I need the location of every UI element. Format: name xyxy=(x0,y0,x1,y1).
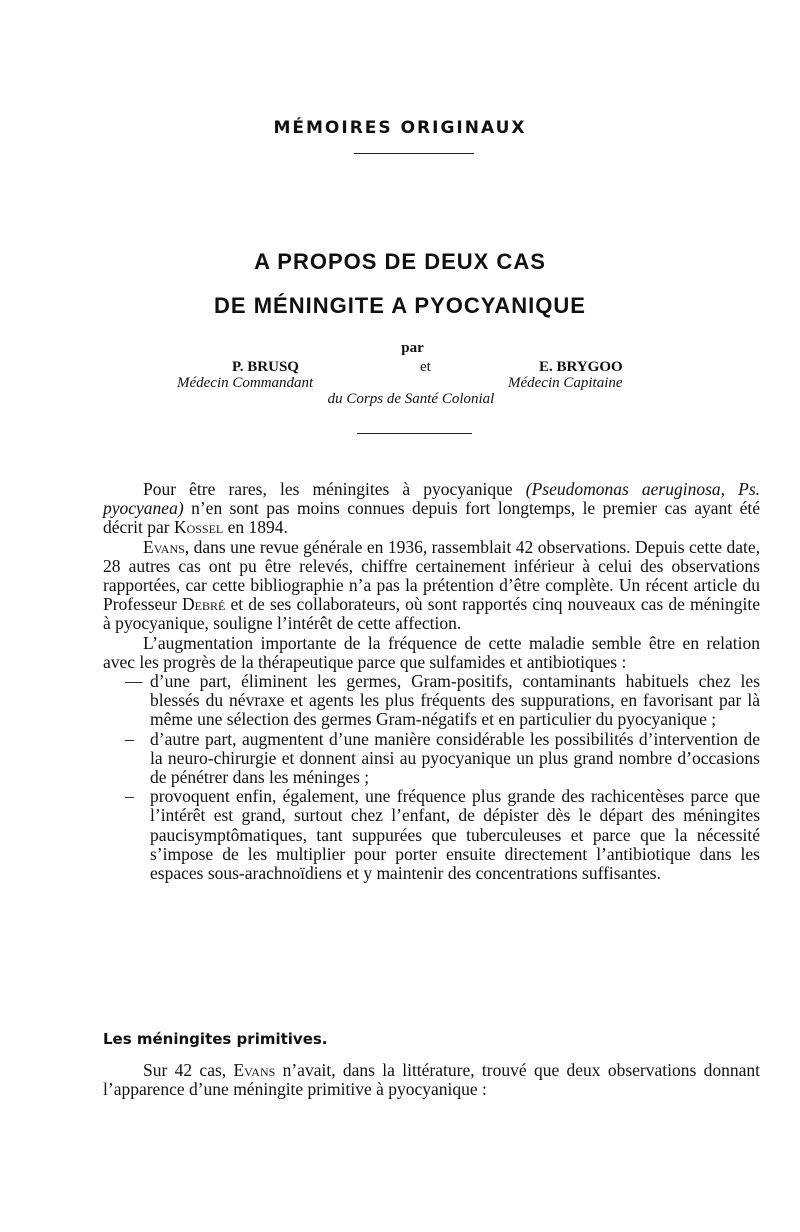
list-item xyxy=(103,787,760,883)
body-text-continued xyxy=(103,1061,760,1099)
author-debre: Debré xyxy=(182,594,226,615)
paragraph-2 xyxy=(103,538,760,634)
list-item-text: d’autre part, augmentent d’une manière considérable les possibilités d’intervention de la neuro-chirurgie et donnent ainsi au pyocyanique un plus grand nombre d’occasions de pénétrer dans les méninges ; xyxy=(150,728,760,788)
byline-divider xyxy=(357,433,472,434)
p1-text-b: n’en sont pas moins connues depuis fort longtemps, le premier cas ayant été décrit par xyxy=(103,498,760,538)
title-line-2: DE MÉNINGITE A PYOCYANIQUE xyxy=(214,293,586,318)
subsection-heading: Les méningites primitives. xyxy=(103,1030,328,1048)
list-item xyxy=(103,672,760,730)
title-line-1: A PROPOS DE DEUX CAS xyxy=(254,249,546,274)
list-item xyxy=(103,730,760,788)
author-kossel: Kossel xyxy=(173,517,224,538)
paragraph-4 xyxy=(103,1061,760,1099)
p4-text-a: Sur 42 cas, xyxy=(143,1060,234,1080)
author-evans: Evans xyxy=(143,536,185,557)
author-affiliation: du Corps de Santé Colonial xyxy=(327,391,495,407)
top-divider xyxy=(354,153,474,154)
p1-text-c: en 1894. xyxy=(223,517,288,538)
p4-text-b: n’avait, dans la littérature, trouvé que deux observations donnant l’apparence d’une méningite primitive à pyocyanique : xyxy=(103,1060,760,1100)
byline-par: par xyxy=(401,340,424,356)
author-evans: Evans xyxy=(233,1060,276,1080)
paragraph-1 xyxy=(103,480,760,538)
author-2-role: Médecin Capitaine xyxy=(508,375,623,391)
author-1-role: Médecin Commandant xyxy=(177,375,314,391)
list-dash: – xyxy=(125,728,134,749)
p2-text-a: , dans une revue générale en 1936, rassemblait 42 observations. Depuis cette date, 28 autres cas ont pu être relevés, chiffre certainement inférieur à celui des observations rapportées, car cette bibliographie n’a pas la prétention d’être complète. Un récent article du Professeur xyxy=(103,536,760,615)
byline-et: et xyxy=(420,359,431,375)
list-item-text: provoquent enfin, également, une fréquence plus grande des rachicentèses parce que l’intérêt est grand, surtout chez l’enfant, de dépister dès le départ des méningites paucisymptômatiques, tant suppurées que tuberculeuses et parce que la nécessité s’impose de les multiplier pour porter ensuite directement l’antibiotique dans les espaces sous-arachnoïdiens et y maintenir des concentrations suffisantes. xyxy=(150,786,760,884)
p2-text-b: et de ses collaborateurs, où sont rapportés cinq nouveaux cas de méningite à pyocyanique, souligne l’intérêt de cette affection. xyxy=(103,594,761,634)
cause-list xyxy=(103,672,760,883)
list-item-text: d’une part, éliminent les germes, Gram-positifs, contaminants habituels chez les blessés du névraxe et agents les plus fréquents des suppurations, en favorisant par là même une sélection des germes Gram-négatifs et en particulier du pyocyanique ; xyxy=(150,671,760,730)
p1-text-a: Pour être rares, les méningites à pyocyanique xyxy=(143,479,526,499)
author-1: P. BRUSQ xyxy=(232,359,299,375)
author-2: E. BRYGOO xyxy=(539,359,623,375)
paragraph-3: L’augmentation importante de la fréquence de cette maladie semble être en relation avec les progrès de la thérapeutique parce que sulfamides et antibiotiques : xyxy=(103,632,760,672)
species-name: (Pseudomonas aeruginosa, Ps. pyocyanea) xyxy=(103,479,761,519)
body-text xyxy=(103,480,760,883)
list-dash: – xyxy=(125,786,134,807)
section-heading: MÉMOIRES ORIGINAUX xyxy=(273,118,527,138)
list-dash: — xyxy=(125,671,143,692)
